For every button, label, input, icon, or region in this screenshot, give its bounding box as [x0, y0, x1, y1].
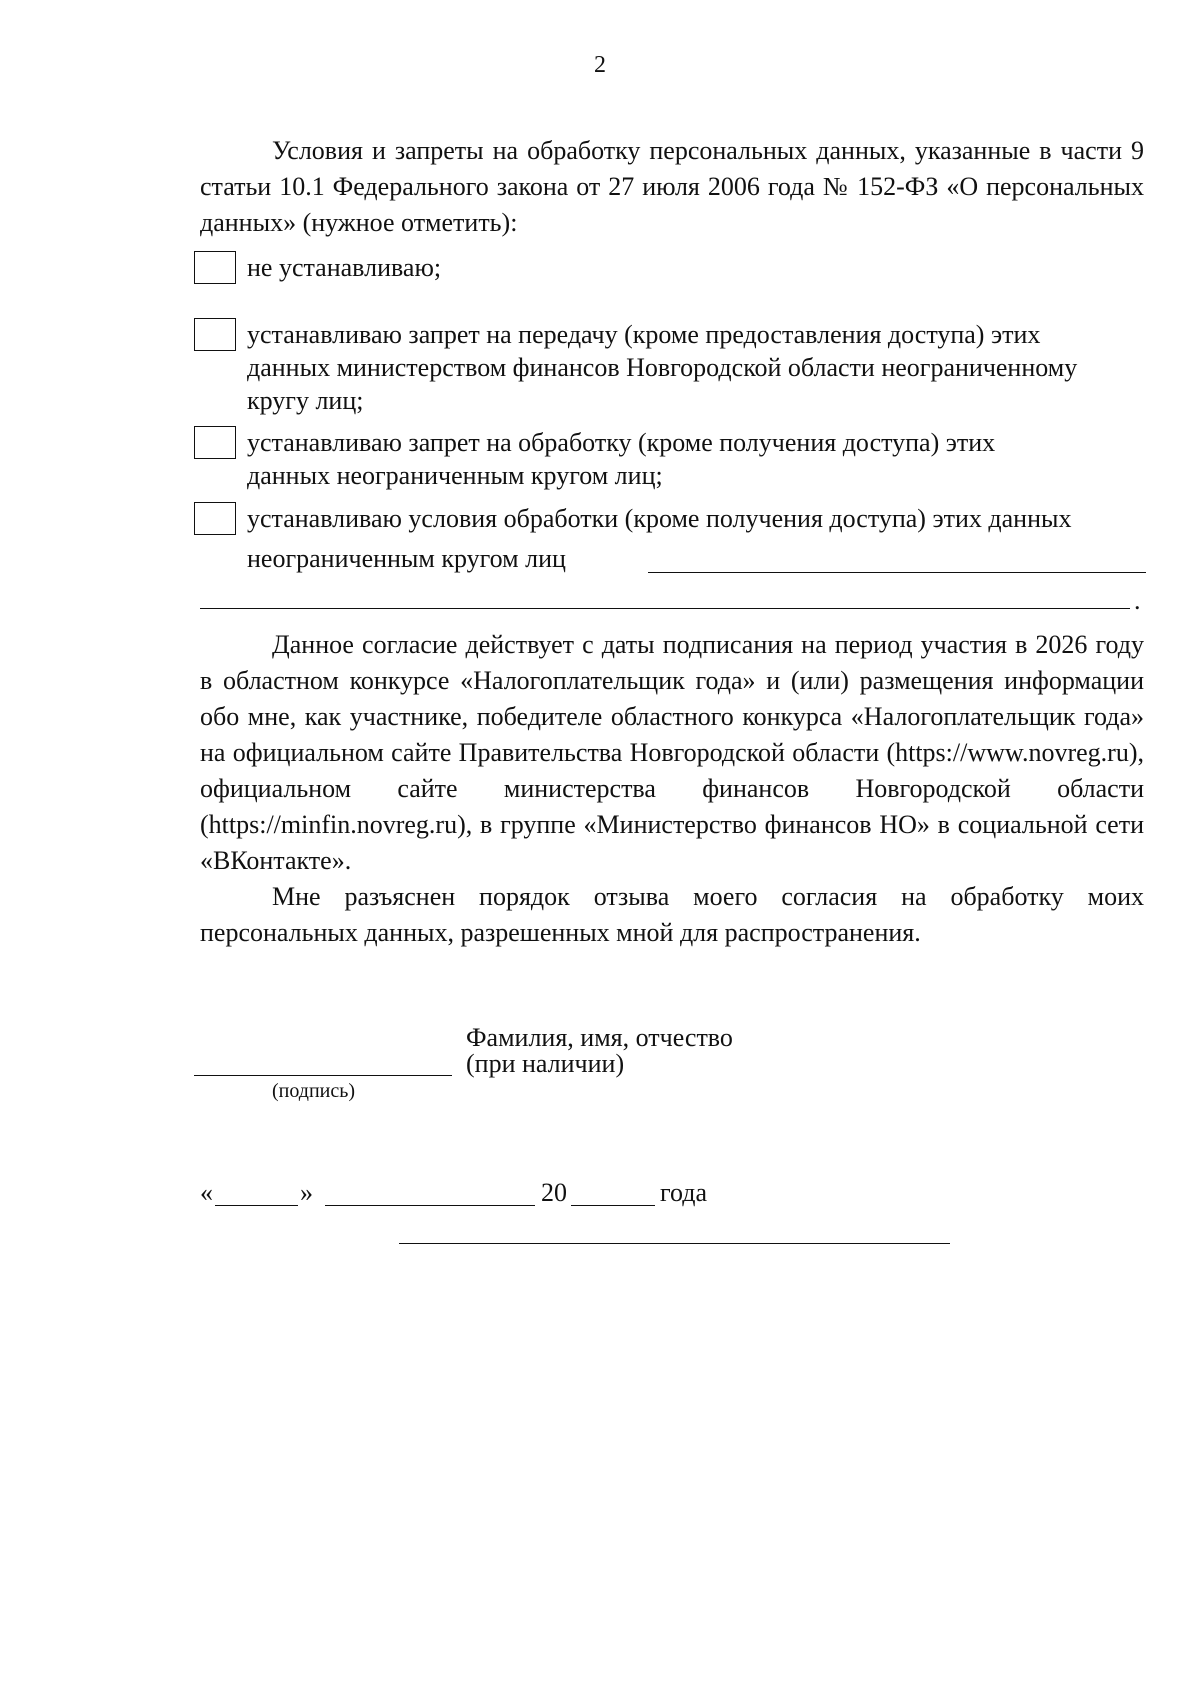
date-year-word: года — [660, 1178, 708, 1207]
bottom-fill-line[interactable] — [399, 1243, 950, 1244]
date-century: 20 — [541, 1178, 567, 1207]
date-open-quote: « — [200, 1178, 213, 1207]
option-label-transfer-ban: устанавливаю запрет на передачу (кроме предоставления доступа) этих данных министерством финансов Новгородской области неограниченному кругу лиц; — [247, 320, 1078, 415]
option-label-not-set: не устанавливаю; — [247, 253, 442, 282]
option-checkbox-not-set[interactable] — [194, 251, 236, 284]
option-checkbox-processing-ban[interactable] — [194, 426, 236, 459]
validity-paragraph: Данное согласие действует с даты подписания на период участия в 2026 году в областном конкурсе «Налогоплательщик года» и (или) размещения информации обо мне, как участнике, победителе областного конкурса «Налогоплательщик года» на официальном сайте Правительства Новгородской области (https://www.novreg.ru), официальном сайте министерства финансов Новгородской области (https://minfin.novreg.ru), в группе «Министерство финансов НО» в социальной сети «ВКонтакте». — [200, 630, 1144, 875]
revocation-paragraph: Мне разъяснен порядок отзыва моего согласия на обработку моих персональных данных, разрешенных мной для распространения. — [200, 882, 1144, 947]
signature-line[interactable] — [194, 1075, 452, 1076]
option-label-processing-conditions: устанавливаю условия обработки (кроме получения доступа) этих данных — [247, 504, 1072, 533]
option-checkbox-transfer-ban[interactable] — [194, 318, 236, 351]
option-label-processing-conditions-cont: неограниченным кругом лиц — [247, 544, 566, 573]
conditions-fill-line-2[interactable] — [200, 608, 1130, 609]
conditions-intro: Условия и запреты на обработку персональных данных, указанные в части 9 статьи 10.1 Федерального закона от 27 июля 2006 года № 152-ФЗ «О персональных данных» (нужное отметить): — [200, 136, 1144, 237]
full-name-label: Фамилия, имя, отчество — [466, 1023, 733, 1052]
conditions-end-period: . — [1134, 586, 1141, 615]
option-label-processing-ban: устанавливаю запрет на обработку (кроме получения доступа) этих данных неограниченным кругом лиц; — [247, 428, 996, 490]
date-close-quote: » — [300, 1178, 313, 1207]
option-checkbox-processing-conditions[interactable] — [194, 502, 236, 535]
signature-caption: (подпись) — [272, 1080, 356, 1102]
date-year-line[interactable] — [571, 1205, 655, 1206]
full-name-label-note: (при наличии) — [466, 1049, 625, 1078]
page-number: 2 — [594, 52, 606, 78]
date-day-line[interactable] — [215, 1205, 298, 1206]
date-month-line[interactable] — [325, 1205, 535, 1206]
conditions-fill-line[interactable] — [648, 572, 1146, 573]
